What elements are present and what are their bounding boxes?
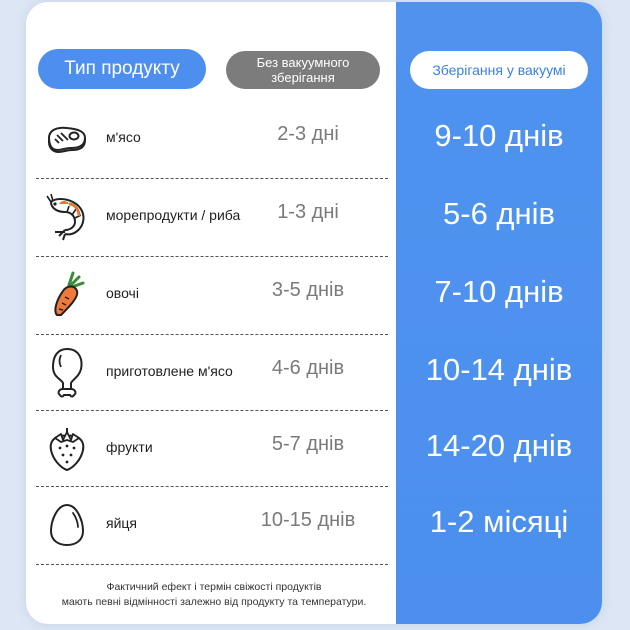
strawberry-icon [42,424,92,474]
no-vacuum-value: 1-3 дні [277,201,339,223]
no-vacuum-value: 4-6 днів [271,357,345,379]
chicken-leg-icon [42,348,92,398]
table-row [26,257,602,333]
no-vacuum-value: 10-15 днів [260,509,356,531]
carrot-icon [42,270,92,320]
product-name: морепродукти / риба [106,207,241,223]
egg-icon [42,500,92,550]
header-vacuum [410,51,588,89]
steak-icon [42,114,92,164]
vacuum-value: 14-20 днів [425,428,573,463]
no-vacuum-value: 5-7 днів [271,433,345,455]
header-no-vacuum-line2: зберігання [271,70,335,85]
no-vacuum-value: 2-3 дні [277,123,339,145]
table-row [26,335,602,411]
footnote [36,580,392,610]
table-row [26,101,602,177]
vacuum-value: 9-10 днів [434,118,564,153]
row-divider [36,564,388,565]
header-product-type [38,49,206,89]
header-no-vacuum-line1: Без вакуумного [256,55,350,70]
footnote-line: мають певні відмінності залежно від продукту та температури. [61,596,367,608]
product-name: яйця [106,515,138,531]
no-vacuum-value: 3-5 днів [271,279,345,301]
table-row [26,179,602,255]
vacuum-value: 1-2 місяці [429,504,569,539]
footnote-line: Фактичний ефект і термін свіжості продуктів [106,581,322,593]
vacuum-value: 10-14 днів [425,352,573,387]
table-row [26,411,602,487]
shrimp-icon [42,192,92,242]
header-no-vacuum [226,51,380,89]
vacuum-value: 7-10 днів [434,274,564,309]
storage-comparison-card [26,2,602,624]
vacuum-value: 5-6 днів [443,196,555,231]
product-name: фрукти [106,439,153,455]
header-product-type-label: Тип продукту [64,58,180,79]
table-row [26,487,602,563]
product-name: м'ясо [106,129,141,145]
product-name: приготовлене м'ясо [106,363,233,379]
product-name: овочі [106,285,139,301]
header-vacuum-label: Зберігання у вакуумі [432,62,566,78]
